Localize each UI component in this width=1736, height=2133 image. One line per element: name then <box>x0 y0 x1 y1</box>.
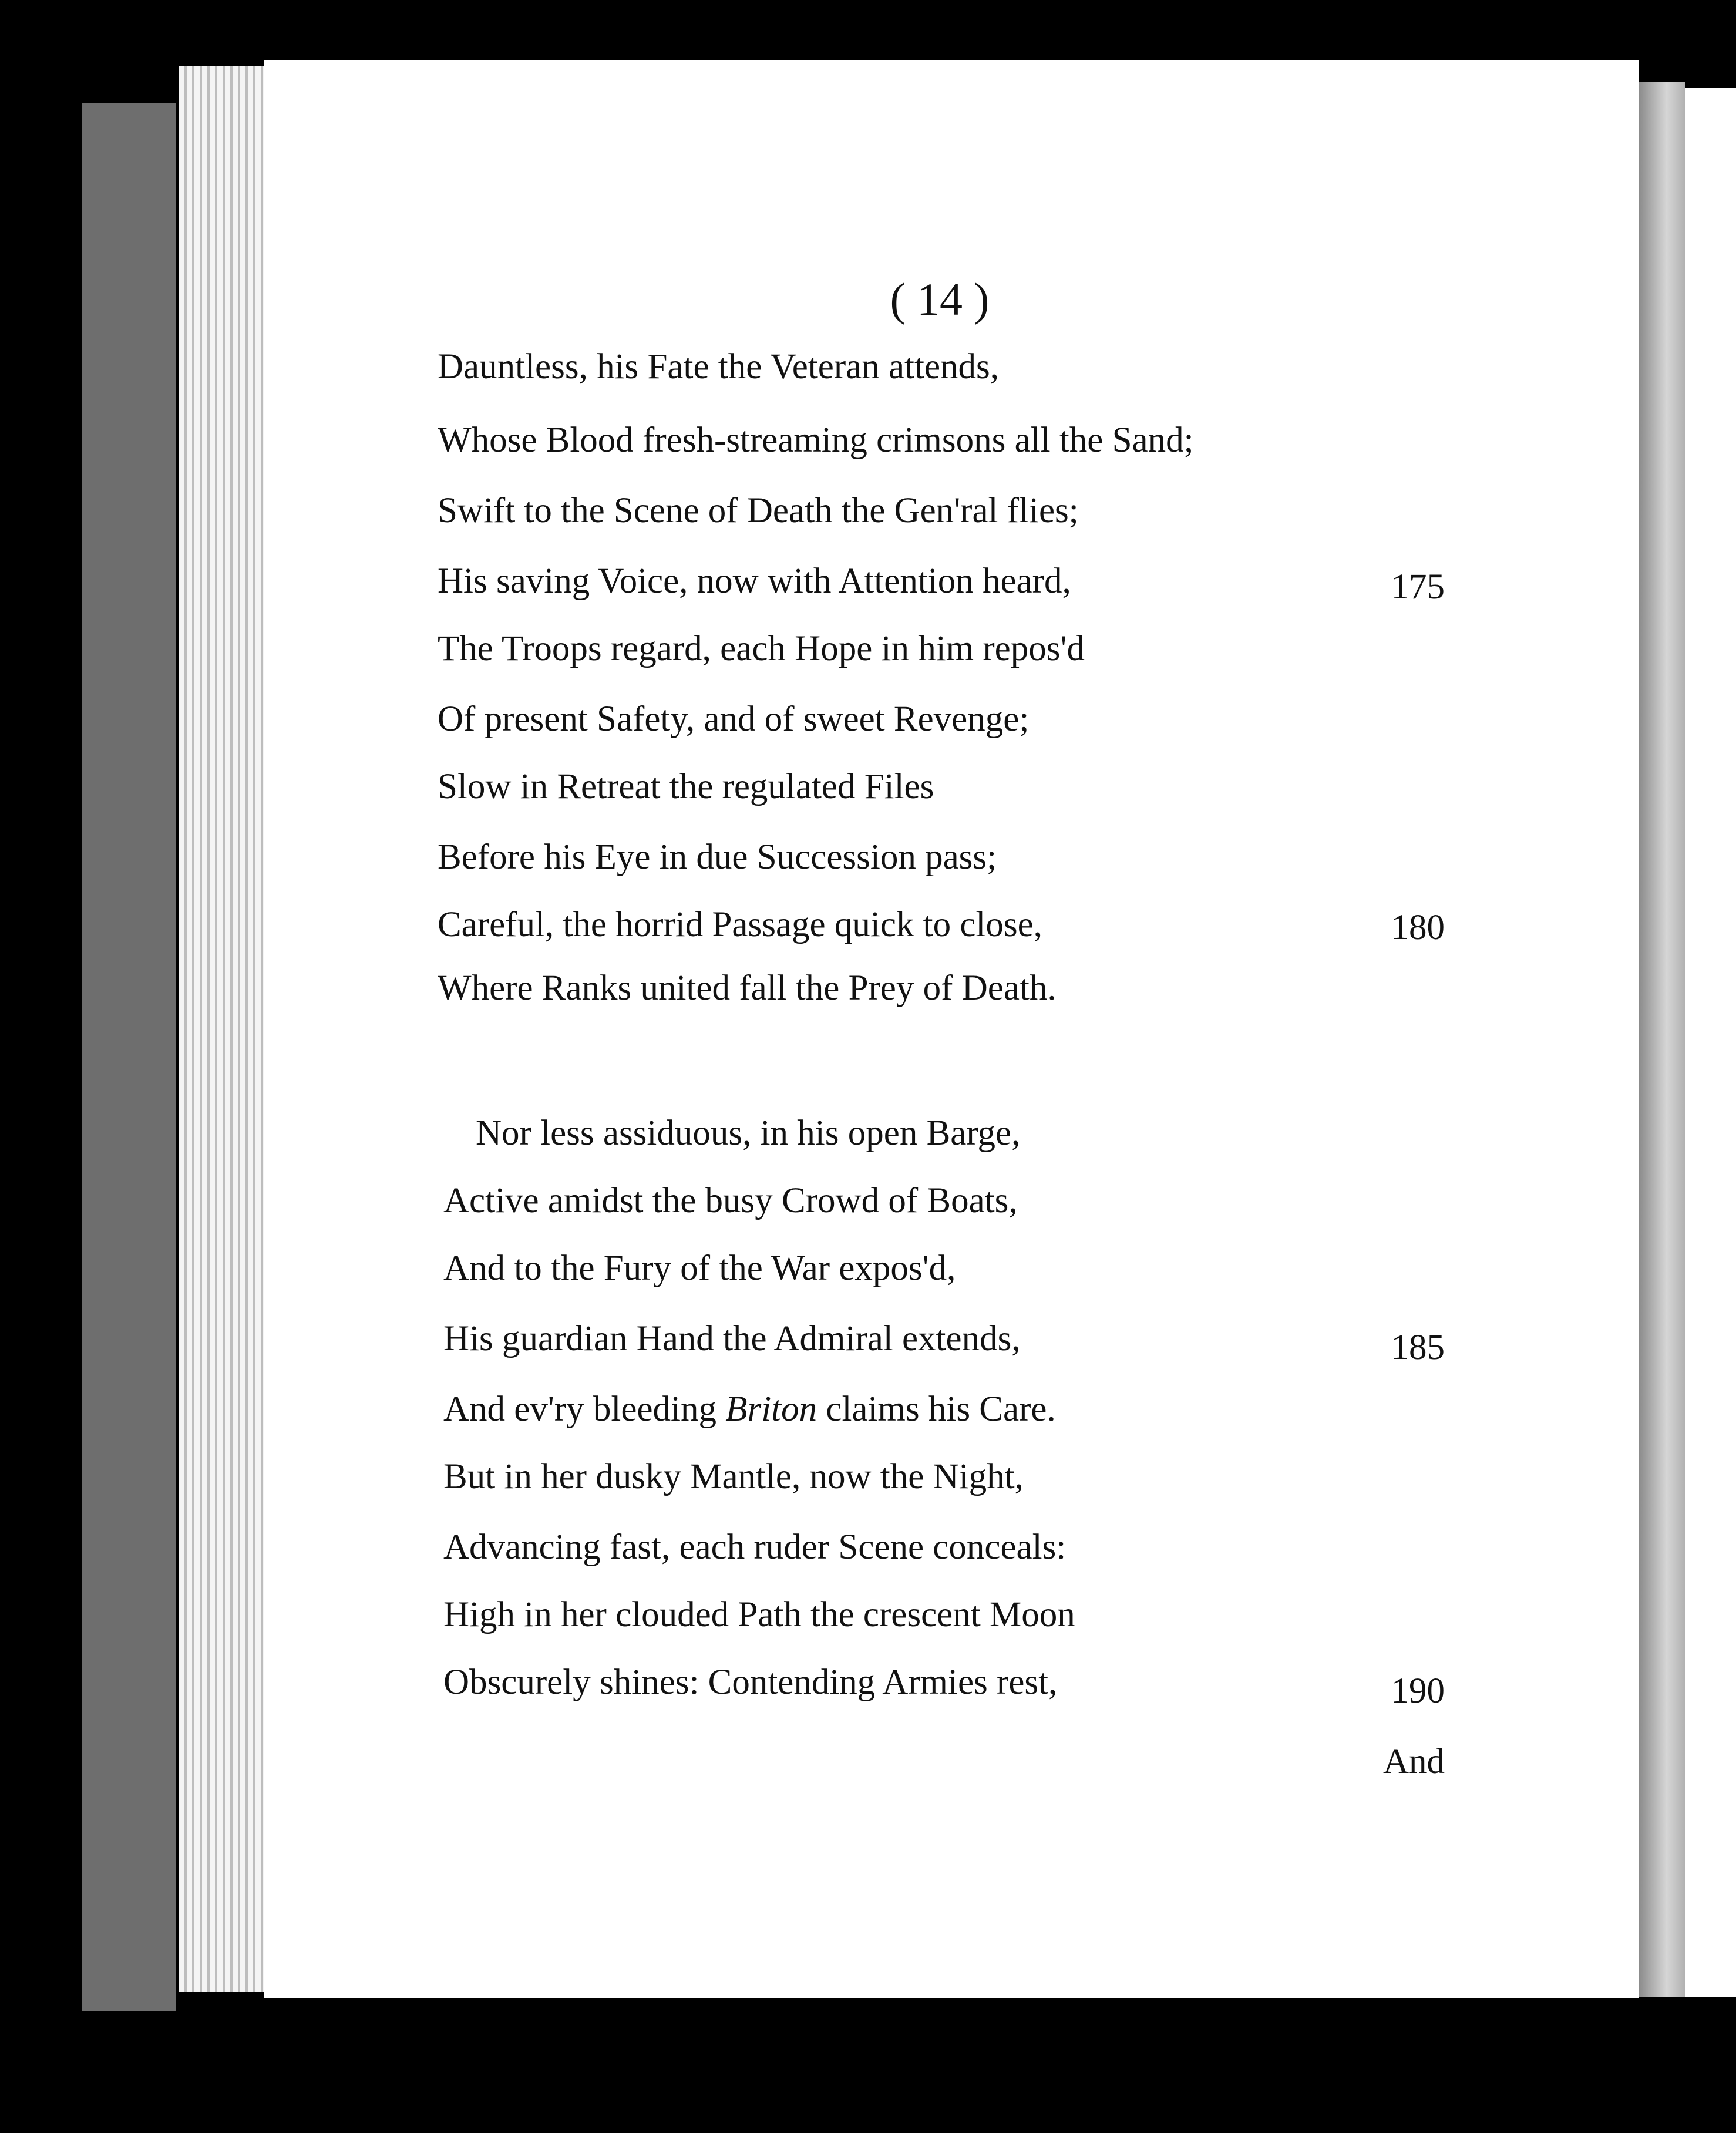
poem-line-189: Obscurely shines: Contending Armies rest, <box>443 1663 1058 1702</box>
poem-line-170: Dauntless, his Fate the Veteran attends, <box>438 347 1000 386</box>
scan-background-strip <box>82 103 176 2011</box>
poem-line-174: The Troops regard, each Hope in him repos'd <box>438 629 1085 668</box>
page-number: ( 14 ) <box>890 274 990 325</box>
poem-line-177: Before his Eye in due Succession pass; <box>438 837 997 877</box>
poem-line-173: His saving Voice, now with Attention heard, <box>438 561 1071 601</box>
poem-text: And ev'ry bleeding <box>443 1390 726 1429</box>
poem-line-184: His guardian Hand the Admiral extends, <box>443 1319 1021 1358</box>
poem-line-179: Where Ranks united fall the Prey of Death. <box>438 968 1057 1008</box>
poem-line-178: Careful, the horrid Passage quick to close, <box>438 905 1042 944</box>
line-number: 175 <box>1391 567 1445 607</box>
poem-line-182: Active amidst the busy Crowd of Boats, <box>443 1181 1018 1220</box>
poem-text: claims his Care. <box>817 1390 1056 1429</box>
poem-line-171: Whose Blood fresh-streaming crimsons all the Sand; <box>438 420 1194 460</box>
poem-line-181: Nor less assiduous, in his open Barge, <box>476 1113 1021 1153</box>
poem-line-186: But in her dusky Mantle, now the Night, <box>443 1457 1024 1496</box>
facing-page-edge <box>1685 88 1736 1997</box>
poem-line-187: Advancing fast, each ruder Scene conceals: <box>443 1528 1067 1567</box>
poem-line-172: Swift to the Scene of Death the Gen'ral flies; <box>438 491 1079 530</box>
book-fore-edge <box>179 66 267 1992</box>
line-number: 180 <box>1391 908 1445 947</box>
book-gutter <box>1639 82 1685 1997</box>
poem-line-185 <box>443 1389 1056 1430</box>
line-number: 185 <box>1391 1328 1445 1367</box>
poem-line-188: High in her clouded Path the crescent Moon <box>443 1595 1075 1634</box>
catchword: And <box>1382 1742 1445 1781</box>
poem-line-175: Of present Safety, and of sweet Revenge; <box>438 699 1030 739</box>
italic-word: Briton <box>725 1390 817 1429</box>
poem-line-183: And to the Fury of the War expos'd, <box>443 1249 956 1288</box>
line-number: 190 <box>1391 1671 1445 1711</box>
poem-line-176: Slow in Retreat the regulated Files <box>438 767 934 806</box>
